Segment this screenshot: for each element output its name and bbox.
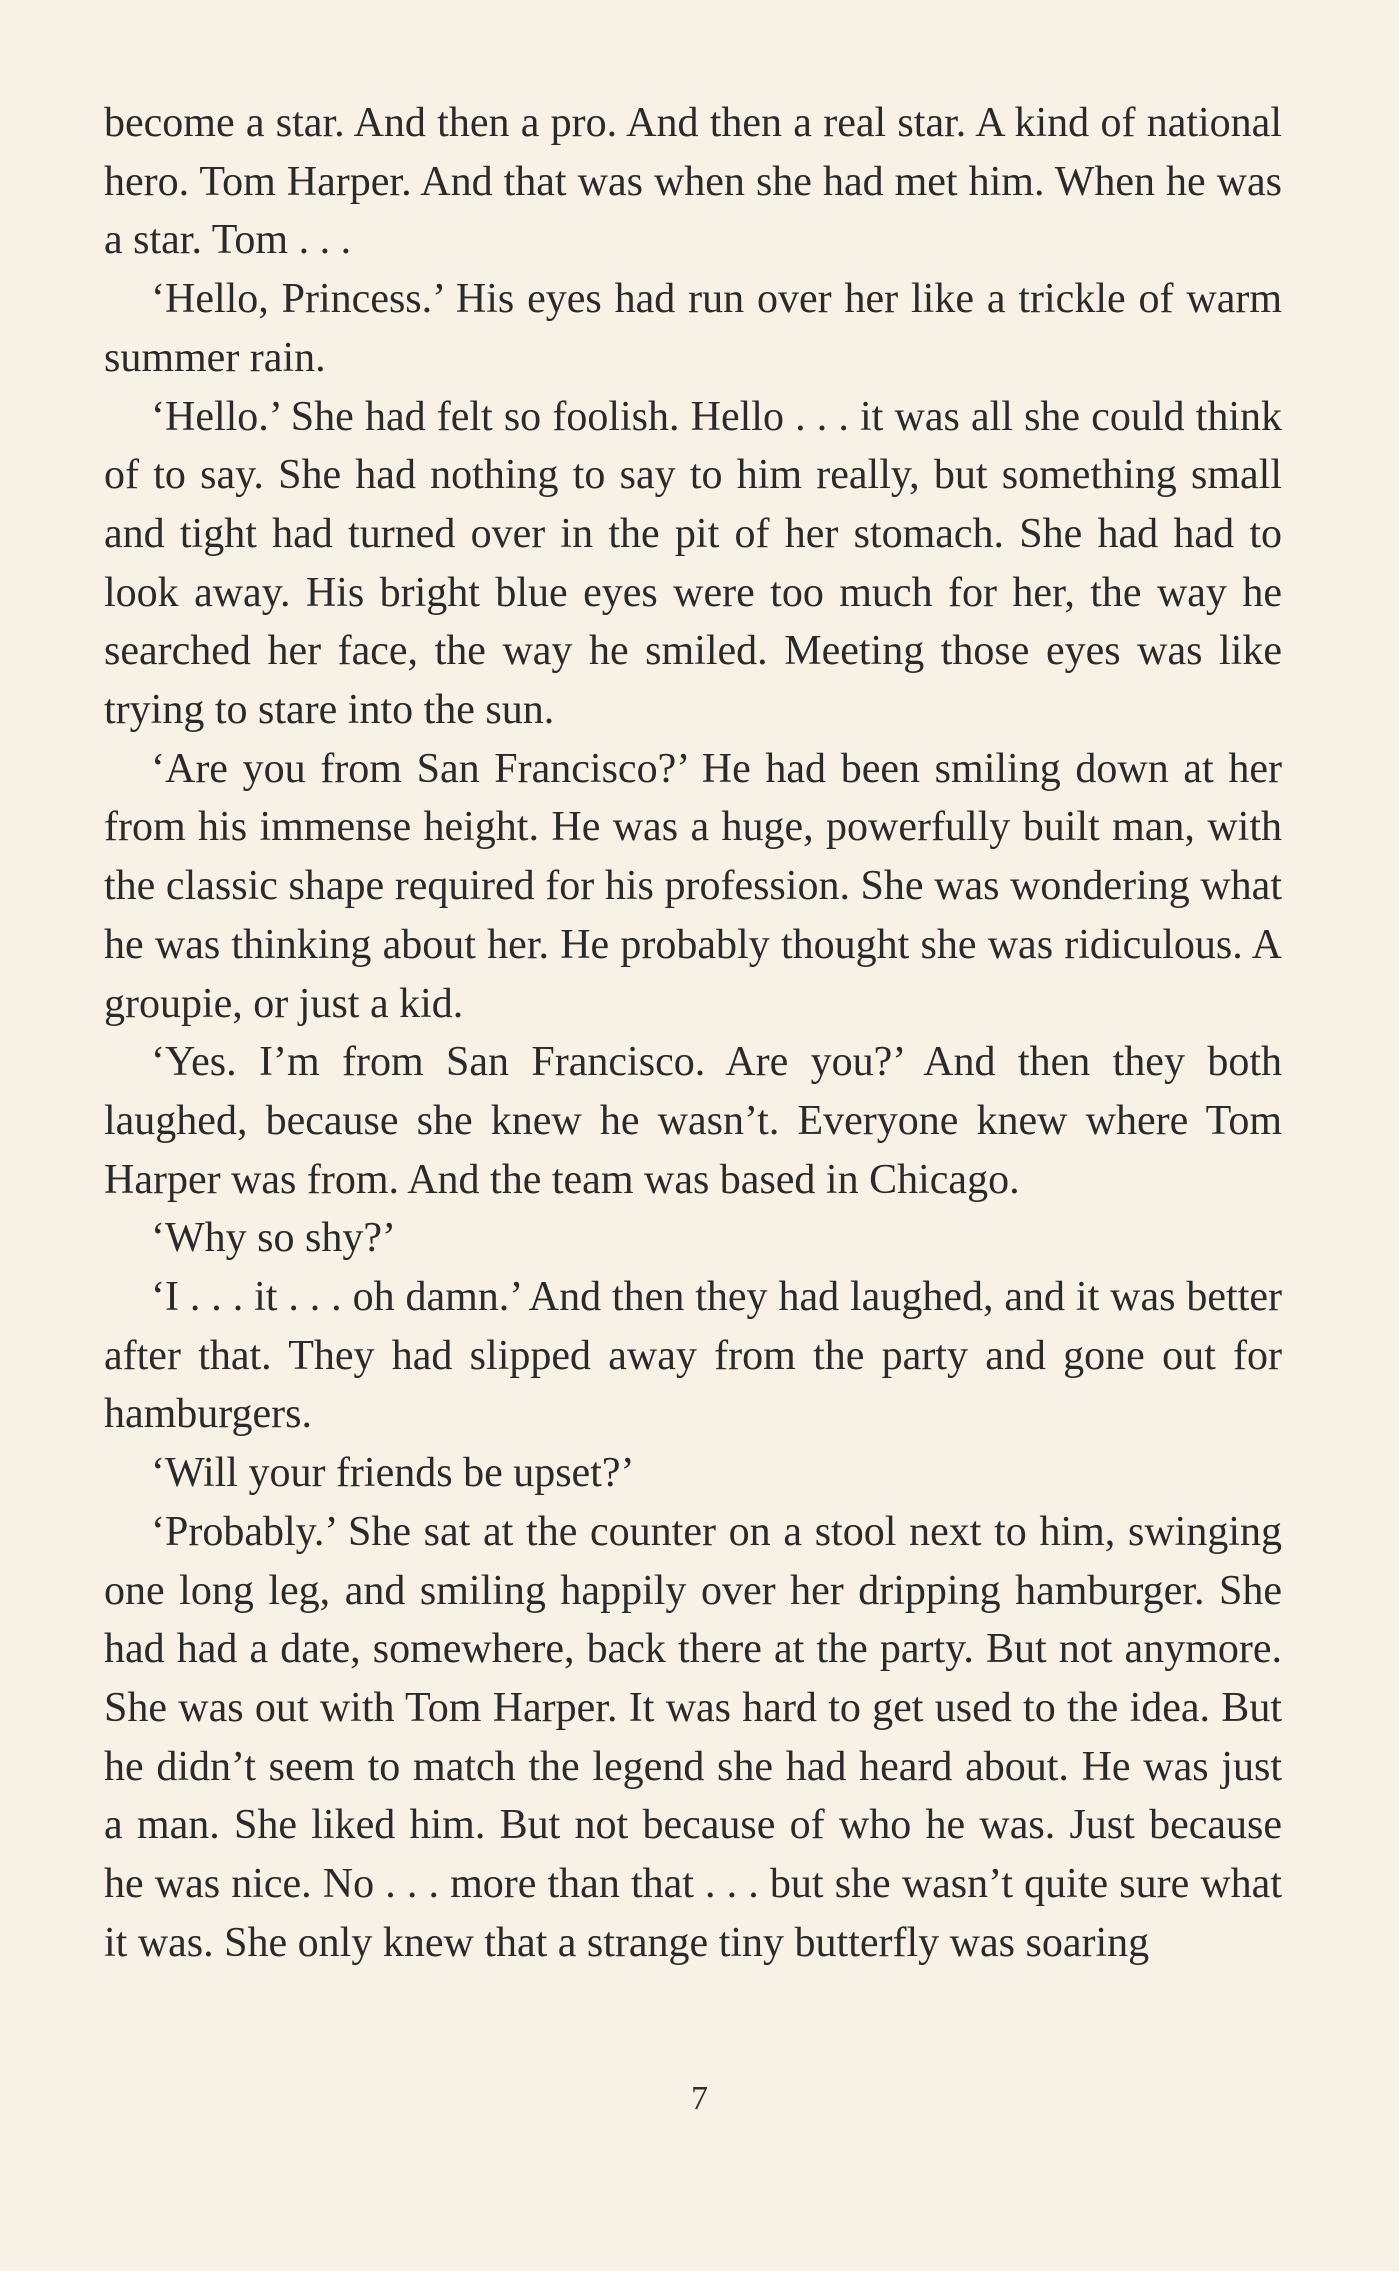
paragraph-6: ‘Why so shy?’	[151, 1215, 396, 1262]
paragraph-8: ‘Will your friends be upset?’	[151, 1450, 635, 1497]
page-number: 7	[691, 2080, 708, 2117]
paragraph-4: ‘Are you from San Francisco?’ He had been smiling down at her from his immense height. He was a huge, powerfully built man, with the classic shape required for his profession. She was wondering what he was thinking about her. He probably thought she was ridiculous. A groupie, or just a kid.	[104, 745, 1282, 1027]
paragraph-1: become a star. And then a pro. And then a real star. A kind of national hero. Tom Harper. And that was when she had met him. When he was a star. Tom . . .	[104, 100, 1282, 264]
paragraph-2: ‘Hello, Princess.’ His eyes had run over her like a trickle of warm summer rain.	[104, 276, 1282, 381]
page-text	[104, 94, 1282, 1973]
paragraph-3: ‘Hello.’ She had felt so foolish. Hello . . . it was all she could think of to say. She had nothing to say to him really, but something small and tight had turned over in the pit of her stomach. She had had to look away. His bright blue eyes were too much for her, the way he searched her face, the way he smiled. Meeting those eyes was like trying to stare into the sun.	[104, 393, 1282, 734]
paragraph-5: ‘Yes. I’m from San Francisco. Are you?’ And then they both laughed, because she knew he wasn’t. Everyone knew where Tom Harper was from. And the team was based in Chicago.	[104, 1039, 1282, 1203]
paragraph-7: ‘I . . . it . . . oh damn.’ And then they had laughed, and it was better after that. They had slipped away from the party and gone out for hamburgers.	[104, 1274, 1282, 1438]
paragraph-9: ‘Probably.’ She sat at the counter on a stool next to him, swinging one long leg, and smiling happily over her dripping hamburger. She had had a date, somewhere, back there at the party. But not anymore. She was out with Tom Harper. It was hard to get used to the idea. But he didn’t seem to match the legend she had heard about. He was just a man. She liked him. But not because of who he was. Just because he was nice. No . . . more than that . . . but she wasn’t quite sure what it was. She only knew that a strange tiny butterfly was soaring	[104, 1508, 1282, 1966]
